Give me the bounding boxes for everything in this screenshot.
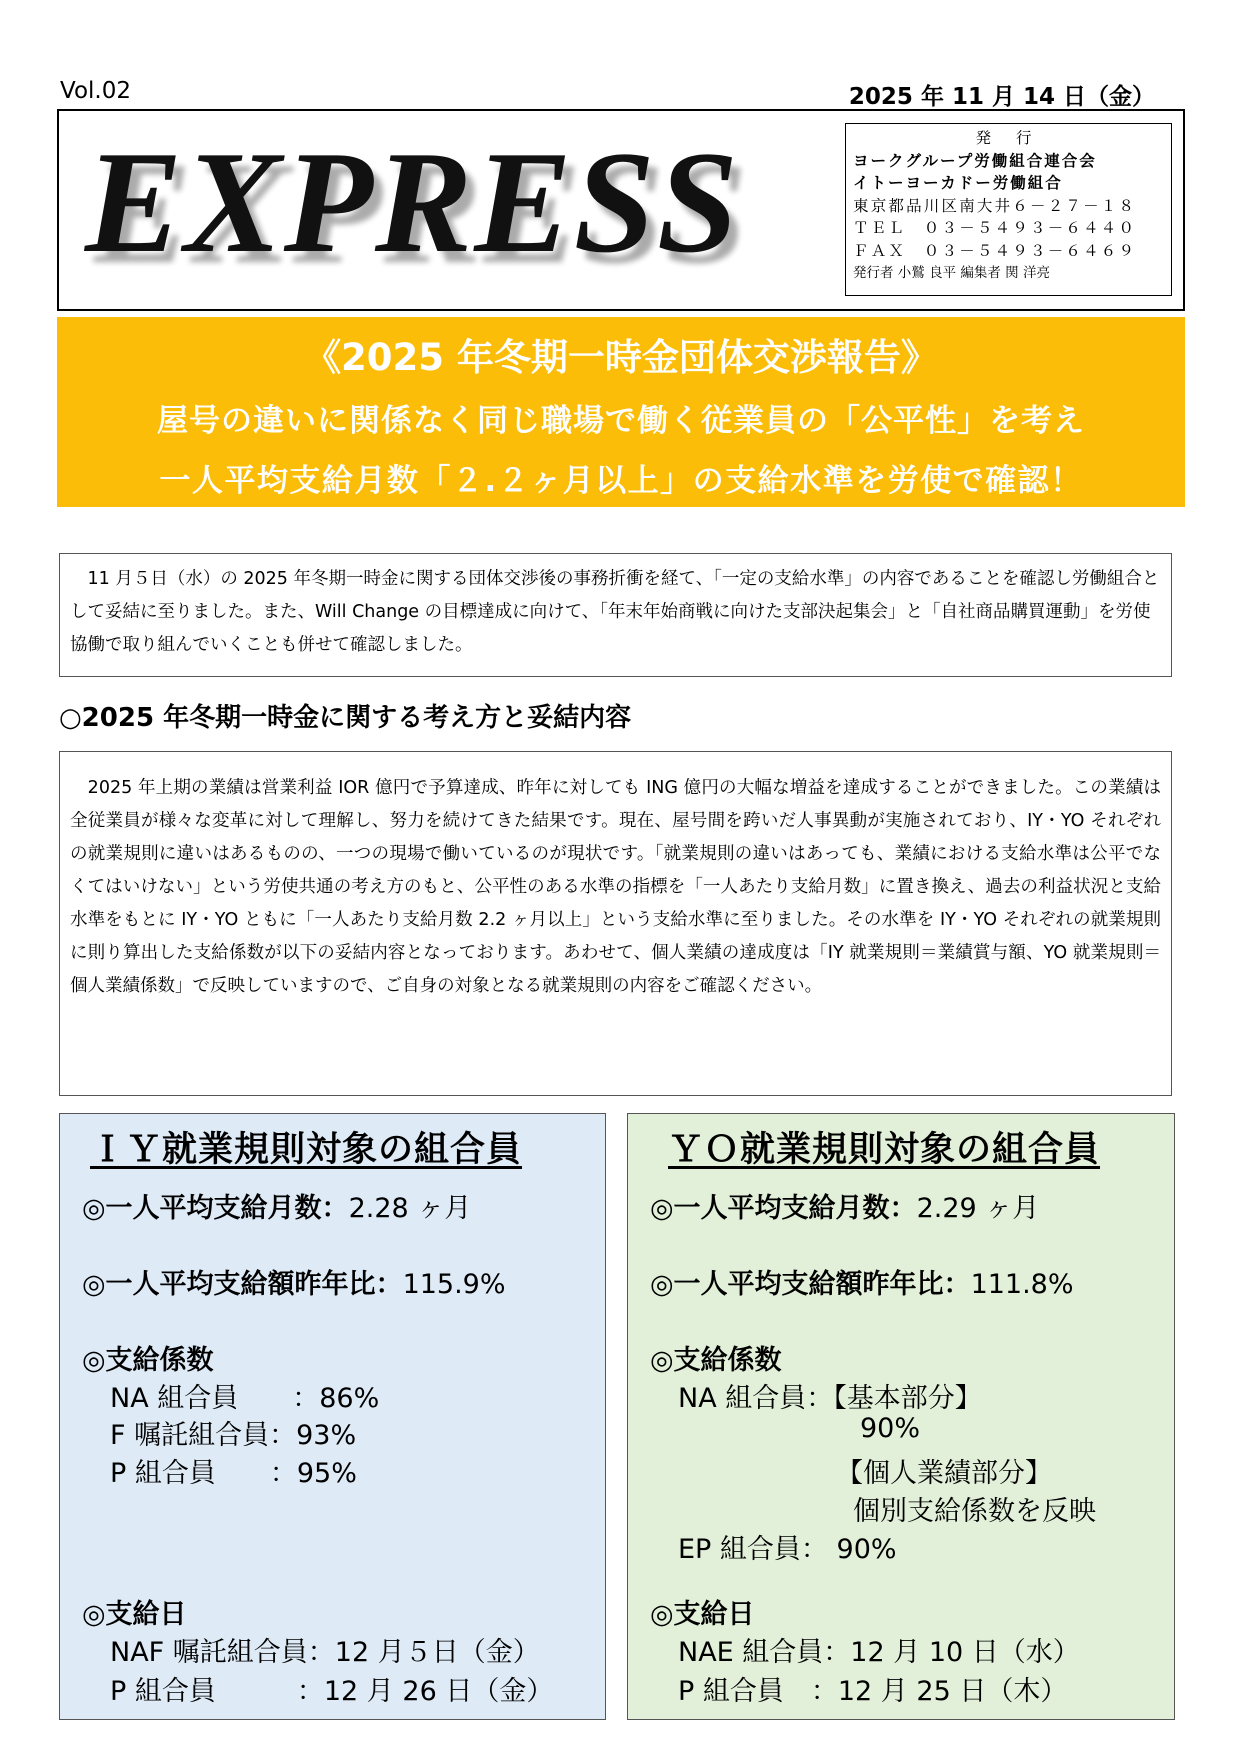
headline-banner xyxy=(57,317,1185,507)
masthead-logo: EXPRESS xyxy=(85,121,741,283)
iy-coef-row xyxy=(110,1376,379,1415)
yo-ratio-value: 111.8% xyxy=(970,1269,1074,1300)
iy-ratio xyxy=(82,1262,506,1301)
publisher-tel: ＴＥＬ ０３－５４９３－６４４０ xyxy=(853,219,1137,237)
headline-title: 《2025 年冬期一時金団体交渉報告》 xyxy=(304,336,938,379)
iy-avg-months xyxy=(82,1186,471,1225)
yo-panel-title: ＹＯ就業規則対象の組合員 xyxy=(668,1130,1101,1170)
iy-coef-label: F 嘱託組合員： xyxy=(110,1420,297,1451)
iy-coef-value: 95% xyxy=(296,1458,357,1489)
volume-number: Vol.02 xyxy=(60,78,131,104)
iy-panel xyxy=(59,1113,606,1720)
iy-coef-heading: ◎支給係数 xyxy=(82,1345,214,1376)
iy-pay-heading: ◎支給日 xyxy=(82,1599,187,1630)
intro-paragraph: 11 月５日（水）の 2025 年冬期一時金に関する団体交渉後の事務折衝を経て、「一定の支給水準」の内容であることを確認し労働組合として妥結に至りました。また、Will Change の目標達成に向けて、「年末年始商戦に向けた支部決起集会」と「自社商品購買運動」を労使協働で取り組んでいくことも併せて確認しました。 xyxy=(59,553,1172,677)
iy-coef-label: NA 組合員 ： xyxy=(110,1383,320,1414)
yo-na-perf-label: 【個人業績部分】 xyxy=(836,1458,1052,1489)
yo-ep-value: 90% xyxy=(836,1534,897,1565)
yo-coef-heading: ◎支給係数 xyxy=(650,1345,782,1376)
yo-ratio-label: ◎一人平均支給額昨年比： xyxy=(650,1269,971,1300)
yo-panel xyxy=(627,1113,1175,1720)
iy-avg-months-label: ◎一人平均支給月数： xyxy=(82,1193,349,1224)
iy-coef-value: 93% xyxy=(296,1420,357,1451)
iy-panel-title: ＩＹ就業規則対象の組合員 xyxy=(90,1130,523,1170)
yo-ratio xyxy=(650,1262,1074,1301)
masthead xyxy=(57,109,1185,311)
yo-pay-heading: ◎支給日 xyxy=(650,1599,755,1630)
yo-avg-months-value: 2.29 ヶ月 xyxy=(916,1193,1040,1224)
iy-pay-row: NAF 嘱託組合員：12 月５日（金） xyxy=(110,1637,540,1668)
yo-pay-row: P 組合員 ：12 月 25 日（木） xyxy=(678,1676,1068,1707)
yo-avg-months-label: ◎一人平均支給月数： xyxy=(650,1193,917,1224)
headline-subtitle-2: 一人平均支給月数「２.２ヶ月以上」の支給水準を労使で確認！ xyxy=(159,463,1083,499)
publisher-address: 東京都品川区南大井６－２７－１８ xyxy=(853,196,1137,215)
headline-subtitle-1: 屋号の違いに関係なく同じ職場で働く従業員の「公平性」を考え xyxy=(157,403,1085,439)
iy-ratio-label: ◎一人平均支給額昨年比： xyxy=(82,1269,403,1300)
yo-na-basic-value: 90% xyxy=(860,1413,921,1444)
iy-pay-row: P 組合員 ：12 月 26 日（金） xyxy=(110,1676,554,1707)
yo-ep-label: EP 組合員： xyxy=(678,1534,828,1565)
section-body: 2025 年上期の業績は営業利益 IOR 億円で予算達成、昨年に対しても ING 億円の大幅な増益を達成することができました。この業績は全従業員が様々な変革に対して理解し、努力を続けてきた結果です。現在、屋号間を跨いだ人事異動が実施されており、IY・YO それぞれの就業規則に違いはあるものの、一つの現場で働いているのが現状です。「就業規則の違いはあっても、業績における支給水準は公平でなくてはいけない」という労使共通の考え方のもと、公平性のある水準の指標を「一人あたり支給月数」に置き換え、過去の利益状況と支給水準をもとに IY・YO ともに「一人あたり支給月数 2.2 ヶ月以上」という支給水準に至りました。その水準を IY・YO それぞれの就業規則に則り算出した支給係数が以下の妥結内容となっております。あわせて、個人業績の達成度は「IY 就業規則＝業績賞与額、YO 就業規則＝個人業績係数」で反映していますので、ご自身の対象となる就業規則の内容をご確認ください。 xyxy=(59,751,1172,1096)
yo-na-label: NA 組合員：【基本部分】 xyxy=(678,1383,982,1414)
publisher-org-union: イトーヨーカドー労働組合 xyxy=(853,174,1063,192)
publisher-org-federation: ヨークグループ労働組合連合会 xyxy=(853,151,1097,170)
iy-coef-row xyxy=(110,1413,356,1452)
publisher-fax: ＦＡＸ ０３－５４９３－６４６９ xyxy=(853,241,1137,260)
issue-date: 2025 年 11 月 14 日（金） xyxy=(848,84,1155,110)
iy-coef-value: 86% xyxy=(319,1383,380,1414)
iy-ratio-value: 115.9% xyxy=(402,1269,506,1300)
publisher-staff: 発行者 小鷲 良平 編集者 関 洋亮 xyxy=(853,265,1050,281)
iy-coef-label: P 組合員 ： xyxy=(110,1458,297,1489)
publisher-box xyxy=(845,123,1172,296)
iy-coef-row xyxy=(110,1451,357,1490)
publisher-label: 発 行 xyxy=(975,129,1042,147)
yo-na-perf-value: 個別支給係数を反映 xyxy=(853,1496,1096,1527)
iy-avg-months-value: 2.28 ヶ月 xyxy=(348,1193,472,1224)
yo-avg-months xyxy=(650,1186,1039,1225)
yo-ep-row xyxy=(678,1527,897,1566)
yo-pay-row: NAE 組合員：12 月 10 日（水） xyxy=(678,1637,1080,1668)
section-heading: ○2025 年冬期一時金に関する考え方と妥結内容 xyxy=(59,703,632,733)
